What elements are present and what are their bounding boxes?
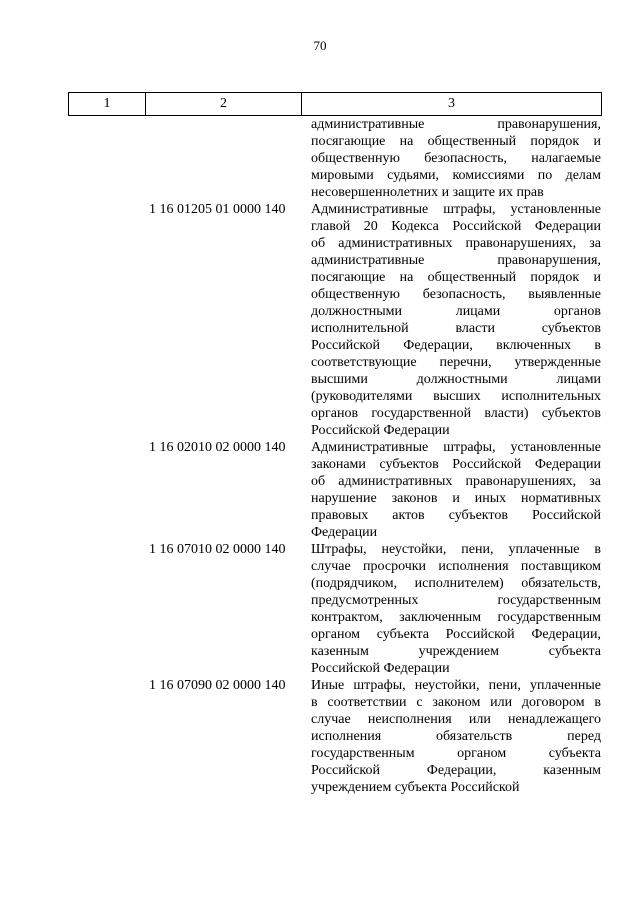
- description-line: административные правонарушения,: [311, 117, 601, 132]
- table-row: [68, 116, 602, 201]
- description-line: контрактом, заключенным государственным: [311, 610, 601, 625]
- description-line: Российской Федерации: [311, 423, 450, 438]
- description-line: общественную безопасность, выявленные: [311, 287, 601, 302]
- table-header: [68, 92, 602, 116]
- description-line: Штрафы, неустойки, пени, уплаченные в: [311, 542, 601, 557]
- description-line: Российской Федерации, казенным: [311, 763, 601, 778]
- income-description: [309, 439, 601, 541]
- row-empty-cell: [68, 541, 145, 677]
- description-line: посягающие на общественный порядок и: [311, 134, 601, 149]
- description-line: случае просрочки исполнения поставщиком: [311, 559, 601, 574]
- description-line: предусмотренных государственным: [311, 593, 601, 608]
- description-line: должностными лицами органов: [311, 304, 601, 319]
- description-line: в соответствии с законом или договором в: [311, 695, 601, 710]
- table-body: [68, 116, 602, 796]
- description-line: нарушение законов и иных нормативных: [311, 491, 601, 506]
- description-line: об административных правонарушениях, за: [311, 474, 601, 489]
- income-description: [309, 677, 601, 796]
- description-line: высшими должностными лицами: [311, 372, 601, 387]
- budget-code: 1 16 07010 02 0000 140: [149, 542, 286, 557]
- description-line: государственным органом субъекта: [311, 746, 601, 761]
- income-description: [309, 541, 601, 677]
- description-line: случае неисполнения или ненадлежащего: [311, 712, 601, 727]
- description-line: (руководителями высших исполнительных: [311, 389, 601, 404]
- budget-code: [145, 116, 309, 201]
- income-description: [309, 201, 601, 439]
- description-line: Федерации: [311, 525, 378, 540]
- description-line: административные правонарушения,: [311, 253, 601, 268]
- column-header-1: 1: [69, 93, 146, 115]
- description-line: Административные штрафы, установленные: [311, 440, 601, 455]
- column-header-2: 2: [146, 93, 302, 115]
- description-line: соответствующие перечни, утвержденные: [311, 355, 601, 370]
- row-empty-cell: [68, 677, 145, 796]
- description-line: органов государственной власти) субъектов: [311, 406, 601, 421]
- description-line: об административных правонарушениях, за: [311, 236, 601, 251]
- description-line: несовершеннолетних и защите их прав: [311, 185, 544, 200]
- row-empty-cell: [68, 116, 145, 201]
- description-line: исполнения обязательств перед: [311, 729, 601, 744]
- description-line: исполнительной власти субъектов: [311, 321, 601, 336]
- table-row: [68, 541, 602, 677]
- description-line: Иные штрафы, неустойки, пени, уплаченные: [311, 678, 601, 693]
- description-line: Российской Федерации, включенных в: [311, 338, 601, 353]
- description-line: законами субъектов Российской Федерации: [311, 457, 601, 472]
- table-row: [68, 201, 602, 439]
- description-line: Административные штрафы, установленные: [311, 202, 601, 217]
- column-header-3: 3: [448, 96, 455, 111]
- description-line: посягающие на общественный порядок и: [311, 270, 601, 285]
- description-line: казенным учреждением субъекта: [311, 644, 601, 659]
- description-line: органом субъекта Российской Федерации,: [311, 627, 601, 642]
- row-empty-cell: [68, 439, 145, 541]
- description-line: учреждением субъекта Российской: [311, 780, 520, 795]
- budget-code: 1 16 01205 01 0000 140: [149, 202, 286, 217]
- description-line: Российской Федерации: [311, 661, 450, 676]
- description-line: правовых актов субъектов Российской: [311, 508, 601, 523]
- page-number: 70: [313, 38, 327, 53]
- description-line: (подрядчиком, исполнителем) обязательств,: [311, 576, 601, 591]
- table-row: [68, 439, 602, 541]
- budget-code: 1 16 07090 02 0000 140: [149, 678, 286, 693]
- row-empty-cell: [68, 201, 145, 439]
- description-line: мировыми судьями, комиссиями по делам: [311, 168, 601, 183]
- table-row: [68, 677, 602, 796]
- description-line: общественную безопасность, налагаемые: [311, 151, 601, 166]
- description-line: главой 20 Кодекса Российской Федерации: [311, 219, 601, 234]
- budget-code: 1 16 02010 02 0000 140: [149, 440, 286, 455]
- income-description: [309, 116, 601, 201]
